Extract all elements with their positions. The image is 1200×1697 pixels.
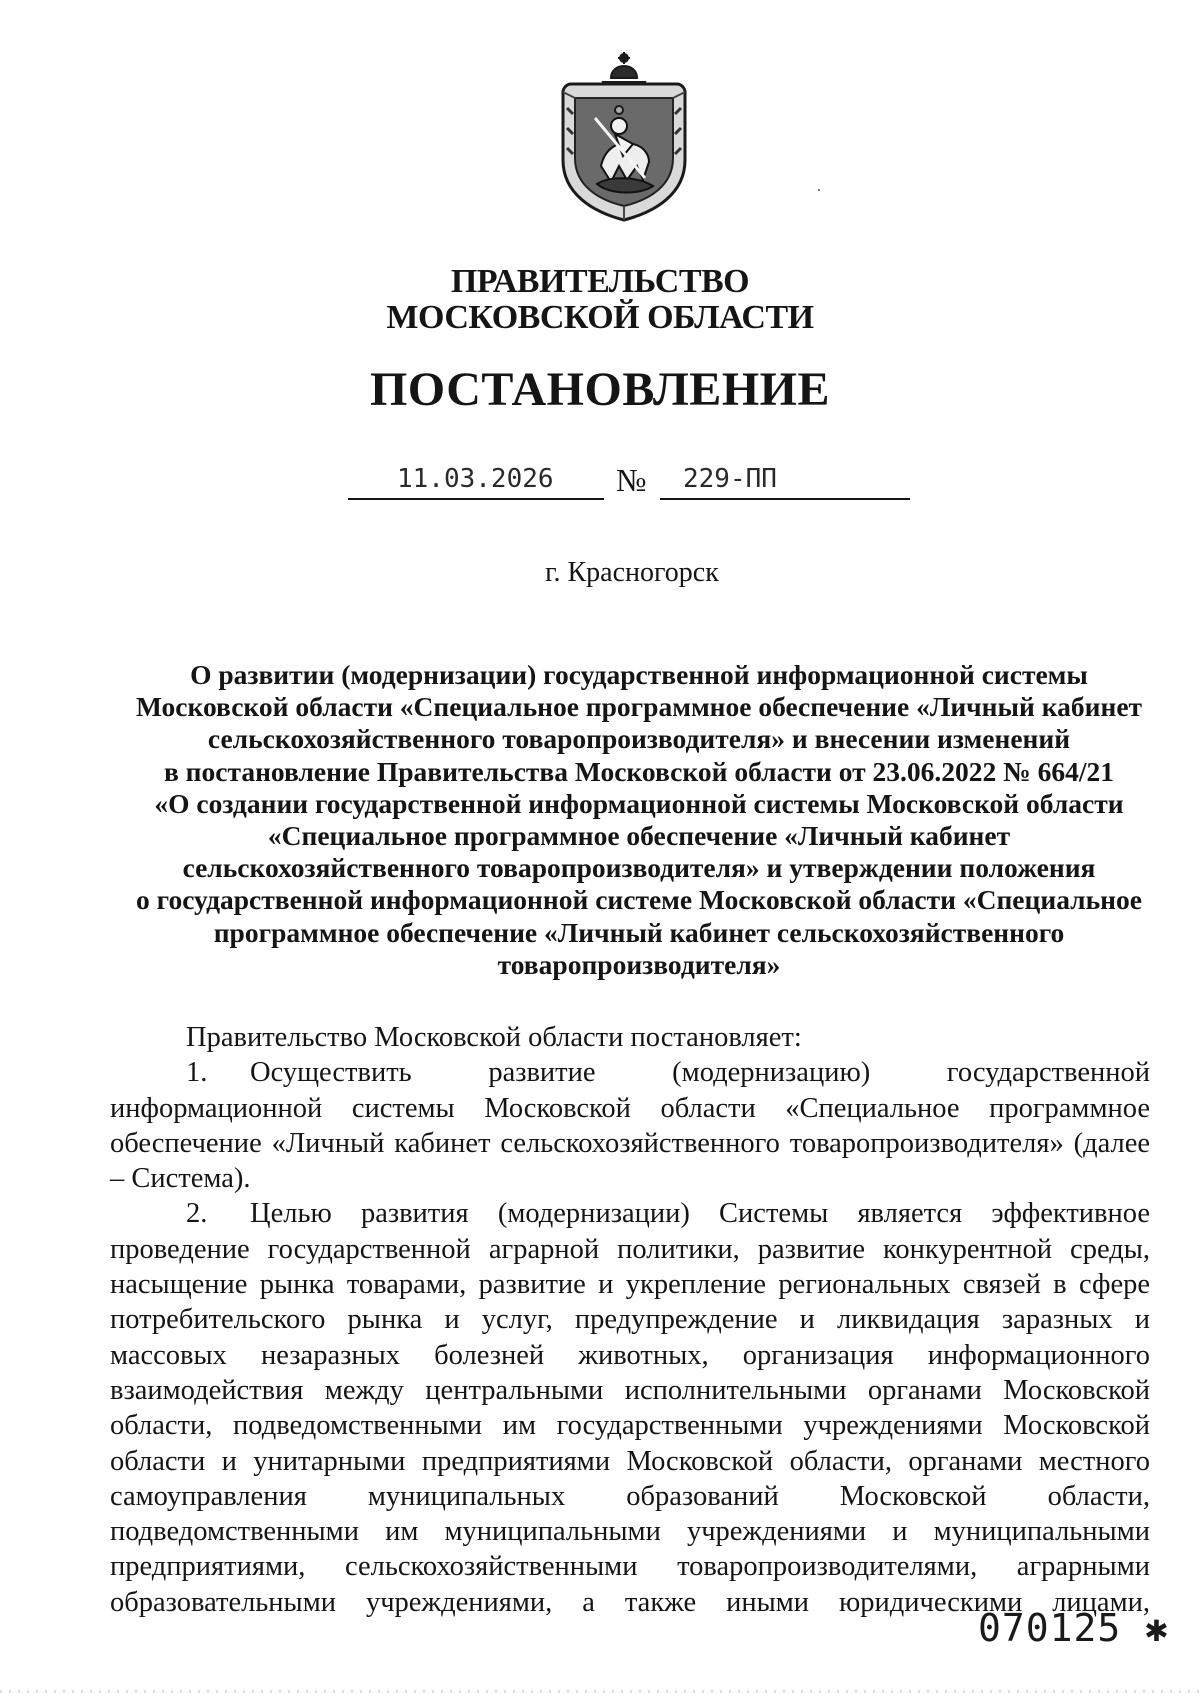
document-serial-code (978, 1606, 1169, 1650)
heading-line: Московской области «Специальное программное обеспечение «Личный кабинет (135, 691, 1143, 723)
serial-number: 070125 (978, 1606, 1122, 1650)
scan-speck (818, 189, 820, 191)
authority-name-line1: ПРАВИТЕЛЬСТВО (450, 263, 750, 300)
document-type-title: ПОСТАНОВЛЕНИЕ (369, 363, 831, 416)
scan-artifact-line (0, 1690, 1200, 1693)
issue-city: г. Красногорск (545, 557, 719, 588)
clause-text: Осуществить развитие (модернизацию) государственной информационной системы Московской области «Специальное программное обеспечение «Личный кабинет сельскохозяйственного товаропроизводителя» (далее – Система). (110, 1057, 1150, 1195)
number-sign: № (616, 462, 647, 498)
heading-line: сельскохозяйственного товаропроизводителя» и внесении изменений (207, 723, 1071, 755)
clause-1 (110, 1055, 1150, 1196)
decree-body (110, 1020, 1150, 1620)
heading-line: «О создании государственной информационной системы Московской области (154, 787, 1124, 819)
decree-date: 11.03.2026 (397, 464, 554, 494)
heading-line: товаропроизводителя» (497, 948, 781, 980)
authority-name-line2: МОСКОВСКОЙ ОБЛАСТИ (386, 299, 814, 336)
heading-line: сельскохозяйственного товаропроизводителя» и утверждении положения (182, 852, 1096, 884)
clause-text: Целью развития (модернизации) Системы является эффективное проведение государственной аграрной политики, развитие конкурентной среды, насыщение рынка товарами, развитие и укрепление региональных связей в сфере потребительского рынка и услуг, предупреждение и ликвидация заразных и массовых незаразных болезней животных, организация информационного взаимодействия между центральными исполнительными органами Московской области, подведомственными им государственными учреждениями Московской области и унитарными предприятиями Московской области, органами местного самоуправления муниципальных образований Московской области, подведомственными им муниципальными учреждениями и муниципальными предприятиями, сельскохозяйственными товаропроизводителями, аграрными образовательными учреждениями, а также иными юридическими лицами, (110, 1198, 1150, 1618)
clause-number: 1. (186, 1057, 208, 1089)
decree-heading (118, 659, 1160, 981)
heading-line: «Специальное программное обеспечение «Личный кабинет (267, 820, 1011, 852)
clause-number: 2. (186, 1198, 208, 1230)
heading-line: в постановление Правительства Московской области от 23.06.2022 № 664/21 (163, 755, 1115, 787)
heading-line: О развитии (модернизации) государственной информационной системы (190, 659, 1088, 690)
resolution-intro: Правительство Московской области постановляет: (186, 1022, 802, 1053)
clause-2 (110, 1196, 1150, 1620)
decree-number: 229-ПП (683, 464, 777, 494)
coat-of-arms-emblem (557, 48, 691, 224)
asterisk-mark-icon: ✱ (1145, 1606, 1170, 1650)
heading-line: программное обеспечение «Личный кабинет сельскохозяйственного (213, 916, 1065, 948)
heading-line: о государственной информационной системе Московской области «Специальное (136, 884, 1142, 916)
